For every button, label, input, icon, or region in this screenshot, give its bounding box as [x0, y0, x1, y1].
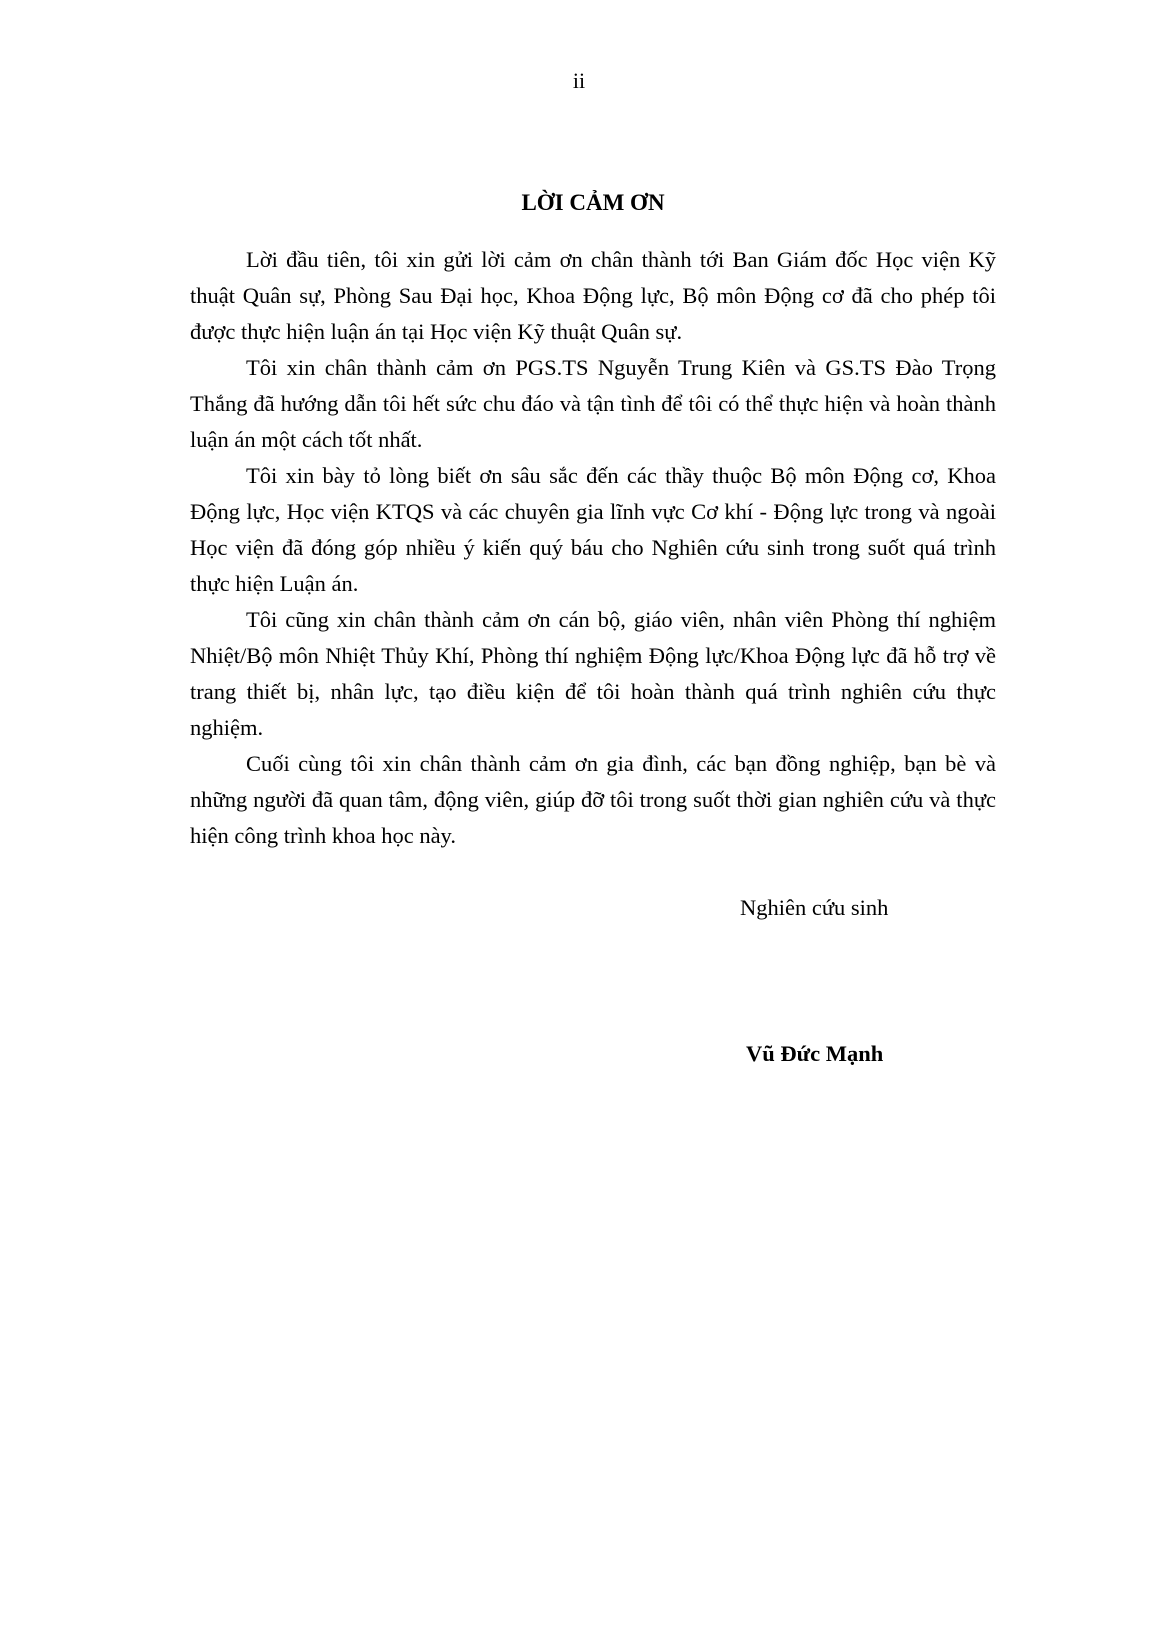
paragraph-5: Cuối cùng tôi xin chân thành cảm ơn gia đình, các bạn đồng nghiệp, bạn bè và những người đã quan tâm, động viên, giúp đỡ tôi trong suốt thời gian nghiên cứu và thực hiện công trình khoa học này.: [190, 751, 996, 848]
signature-name: Vũ Đức Mạnh: [746, 1041, 884, 1066]
paragraph-3: Tôi xin bày tỏ lòng biết ơn sâu sắc đến các thầy thuộc Bộ môn Động cơ, Khoa Động lực, Học viện KTQS và các chuyên gia lĩnh vực Cơ khí - Động lực trong và ngoài Học viện đã đóng góp nhiều ý kiến quý báu cho Nghiên cứu sinh trong suốt quá trình thực hiện Luận án.: [190, 463, 996, 596]
paragraph-4: Tôi cũng xin chân thành cảm ơn cán bộ, giáo viên, nhân viên Phòng thí nghiệm Nhiệt/Bộ môn Nhiệt Thủy Khí, Phòng thí nghiệm Động lực/Khoa Động lực đã hỗ trợ về trang thiết bị, nhân lực, tạo điều kiện để tôi hoàn thành quá trình nghiên cứu thực nghiệm.: [190, 607, 996, 740]
paragraph-2: Tôi xin chân thành cảm ơn PGS.TS Nguyễn Trung Kiên và GS.TS Đào Trọng Thắng đã hướng dẫn tôi hết sức chu đáo và tận tình để tôi có thể thực hiện và hoàn thành luận án một cách tốt nhất.: [190, 355, 996, 452]
paragraph-1: Lời đầu tiên, tôi xin gửi lời cảm ơn chân thành tới Ban Giám đốc Học viện Kỹ thuật Quân sự, Phòng Sau Đại học, Khoa Động lực, Bộ môn Động cơ đã cho phép tôi được thực hiện luận án tại Học viện Kỹ thuật Quân sự.: [190, 247, 996, 344]
page-title: LỜI CẢM ƠN: [521, 190, 665, 215]
page-number: ii: [572, 68, 586, 93]
signature-role: Nghiên cứu sinh: [740, 895, 889, 920]
acknowledgement-body: [190, 242, 996, 854]
